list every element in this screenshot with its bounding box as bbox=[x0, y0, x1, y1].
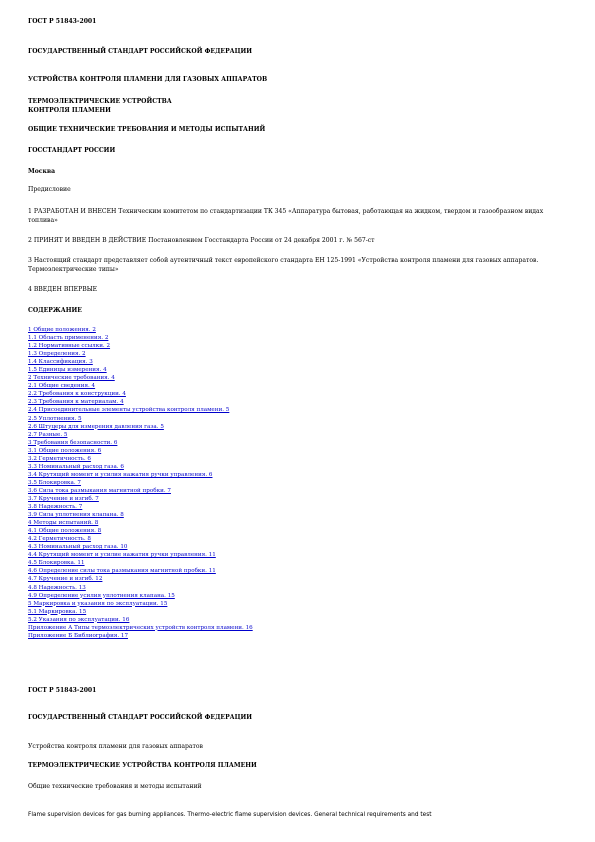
toc-link[interactable]: 3.4 Крутящий момент и усилия нажатия ручки управления. 6 bbox=[28, 471, 213, 478]
toc-item bbox=[28, 567, 253, 575]
state-standard-heading: ГОСУДАРСТВЕННЫЙ СТАНДАРТ РОССИЙСКОЙ ФЕДЕРАЦИИ bbox=[28, 48, 253, 55]
toc-link[interactable]: 4.1 Общие положения. 8 bbox=[28, 528, 102, 535]
toc-item bbox=[28, 382, 253, 390]
toc-item bbox=[28, 575, 253, 583]
foreword-paragraph-2: 2 ПРИНЯТ И ВВЕДЕН В ДЕЙСТВИЕ Постановлением Госстандарта России от 24 декабря 2001 г. № 567-ст bbox=[28, 237, 375, 244]
toc-item bbox=[28, 334, 253, 342]
table-of-contents bbox=[28, 326, 253, 640]
foreword-paragraph-3: 3 Настоящий стандарт представляет собой аутентичный текст европейского стандарта ЕН 125-1991 «Устройства контроля пламени для газовых аппаратов. Термоэлектрические типы» bbox=[28, 257, 539, 273]
toc-link[interactable]: 2.3 Требования к материалам. 4 bbox=[28, 399, 124, 406]
title-english: Flame supervision devices for gas burning appliances. Thermo-electric flame supervision devices. General technical requirements and test bbox=[28, 812, 432, 818]
toc-link[interactable]: 4.4 Крутящий момент и усилие нажатия ручки управления. 11 bbox=[28, 552, 216, 559]
toc-link[interactable]: 1.2 Нормативные ссылки. 2 bbox=[28, 343, 111, 350]
toc-link[interactable]: 1.5 Единицы измерения. 4 bbox=[28, 367, 107, 374]
toc-item bbox=[28, 406, 253, 414]
title-main-repeat: Устройства контроля пламени для газовых аппаратов bbox=[28, 743, 203, 750]
toc-link[interactable]: 4.7 Кручение и изгиб. 12 bbox=[28, 576, 103, 583]
toc-link[interactable]: 2.6 Штуцеры для измерения давления газа. 5 bbox=[28, 423, 164, 430]
toc-item bbox=[28, 479, 253, 487]
toc-link[interactable]: 5.2 Указания по эксплуатации. 16 bbox=[28, 616, 130, 623]
toc-item bbox=[28, 543, 253, 551]
toc-link[interactable]: 2 Технические требования. 4 bbox=[28, 375, 115, 382]
contents-heading: СОДЕРЖАНИЕ bbox=[28, 307, 82, 314]
toc-link[interactable]: 2.1 Общие сведения. 4 bbox=[28, 383, 96, 390]
toc-item bbox=[28, 503, 253, 511]
toc-item bbox=[28, 592, 253, 600]
toc-link[interactable]: 3.9 Сила уплотнения клапана. 8 bbox=[28, 512, 124, 519]
toc-item bbox=[28, 463, 253, 471]
toc-link[interactable]: 1.1 Область применения. 2 bbox=[28, 335, 109, 342]
title-sub-line-1: ТЕРМОЭЛЕКТРИЧЕСКИЕ УСТРОЙСТВА bbox=[28, 98, 172, 105]
toc-link[interactable]: 1 Общие положения. 2 bbox=[28, 327, 96, 333]
toc-link[interactable]: 3.8 Надежность. 7 bbox=[28, 504, 83, 511]
title-requirements-repeat: Общие технические требования и методы испытаний bbox=[28, 783, 202, 790]
toc-link[interactable]: 4.5 Блокировка. 11 bbox=[28, 560, 85, 567]
title-main: УСТРОЙСТВА КОНТРОЛЯ ПЛАМЕНИ ДЛЯ ГАЗОВЫХ АППАРАТОВ bbox=[28, 76, 268, 83]
title-requirements: ОБЩИЕ ТЕХНИЧЕСКИЕ ТРЕБОВАНИЯ И МЕТОДЫ ИСПЫТАНИЙ bbox=[28, 126, 266, 133]
toc-item bbox=[28, 495, 253, 503]
foreword-paragraph-1: 1 РАЗРАБОТАН И ВНЕСЕН Техническим комитетом по стандартизации ТК 345 «Аппаратура бытовая, работающая на жидком, твердом и газообразном видах топлива» bbox=[28, 208, 544, 224]
standard-code-repeat: ГОСТ Р 51843-2001 bbox=[28, 687, 97, 694]
toc-item bbox=[28, 415, 253, 423]
toc-item bbox=[28, 632, 253, 640]
toc-link[interactable]: 5 Маркировка и указания по эксплуатации. 15 bbox=[28, 600, 168, 607]
toc-item bbox=[28, 358, 253, 366]
foreword-paragraph-4: 4 ВВЕДЕН ВПЕРВЫЕ bbox=[28, 286, 98, 293]
toc-link[interactable]: 2.5 Уплотнения. 5 bbox=[28, 415, 82, 422]
toc-item bbox=[28, 487, 253, 495]
toc-link[interactable]: 3.7 Кручение и изгиб. 7 bbox=[28, 495, 99, 502]
toc-link[interactable]: 1.3 Определения. 2 bbox=[28, 351, 86, 358]
toc-item bbox=[28, 398, 253, 406]
standard-code: ГОСТ Р 51843-2001 bbox=[28, 18, 97, 25]
state-standard-heading-repeat: ГОСУДАРСТВЕННЫЙ СТАНДАРТ РОССИЙСКОЙ ФЕДЕРАЦИИ bbox=[28, 714, 253, 721]
toc-item bbox=[28, 471, 253, 479]
toc-link[interactable]: Приложение Б Библиография. 17 bbox=[28, 632, 129, 639]
toc-link[interactable]: 4 Методы испытаний. 8 bbox=[28, 520, 99, 527]
title-sub-repeat: ТЕРМОЭЛЕКТРИЧЕСКИЕ УСТРОЙСТВА КОНТРОЛЯ ПЛАМЕНИ bbox=[28, 762, 257, 769]
toc-item bbox=[28, 423, 253, 431]
toc-item bbox=[28, 342, 253, 350]
title-sub-line-2: КОНТРОЛЯ ПЛАМЕНИ bbox=[28, 107, 111, 114]
toc-link[interactable]: 4.8 Надежность. 13 bbox=[28, 584, 86, 591]
toc-link[interactable]: 4.9 Определение усилия уплотнения клапана. 15 bbox=[28, 592, 175, 599]
toc-item bbox=[28, 439, 253, 447]
toc-item bbox=[28, 608, 253, 616]
toc-link[interactable]: 3 Требования безопасности. 6 bbox=[28, 439, 118, 446]
toc-link[interactable]: 4.3 Номинальный расход газа. 10 bbox=[28, 544, 128, 551]
toc-link[interactable]: 2.7 Разные. 5 bbox=[28, 431, 68, 438]
toc-item bbox=[28, 455, 253, 463]
toc-item bbox=[28, 535, 253, 543]
toc-link[interactable]: 5.1 Маркировка. 15 bbox=[28, 608, 87, 615]
toc-link[interactable]: 4.2 Герметичность. 8 bbox=[28, 536, 91, 543]
toc-item bbox=[28, 326, 253, 334]
toc-link[interactable]: 4.6 Определение силы тока размыкания магнитной пробки. 11 bbox=[28, 568, 216, 575]
city: Москва bbox=[28, 168, 56, 175]
toc-item bbox=[28, 551, 253, 559]
toc-link[interactable]: Приложение А Типы термоэлектрических устройств контроля пламени. 16 bbox=[28, 624, 253, 631]
toc-link[interactable]: 3.3 Номинальный расход газа. 6 bbox=[28, 463, 124, 470]
toc-item bbox=[28, 519, 253, 527]
toc-item bbox=[28, 559, 253, 567]
toc-item bbox=[28, 350, 253, 358]
toc-link[interactable]: 2.2 Требования к конструкции. 4 bbox=[28, 391, 126, 398]
publisher: ГОССТАНДАРТ РОССИИ bbox=[28, 147, 116, 154]
toc-item bbox=[28, 431, 253, 439]
toc-item bbox=[28, 447, 253, 455]
toc-item bbox=[28, 600, 253, 608]
toc-link[interactable]: 3.1 Общие положения. 6 bbox=[28, 447, 102, 454]
toc-link[interactable]: 2.4 Присоединительные элементы устройства контроля пламени. 5 bbox=[28, 407, 230, 414]
toc-item bbox=[28, 584, 253, 592]
foreword-heading: Предисловие bbox=[28, 186, 71, 193]
toc-item bbox=[28, 366, 253, 374]
toc-item bbox=[28, 511, 253, 519]
toc-link[interactable]: 3.2 Герметичность. 6 bbox=[28, 455, 91, 462]
toc-link[interactable]: 1.4 Классификация. 3 bbox=[28, 359, 93, 366]
toc-link[interactable]: 3.5 Блокировка. 7 bbox=[28, 479, 81, 486]
toc-link[interactable]: 3.6 Сила тока размыкания магнитной пробки. 7 bbox=[28, 487, 171, 494]
toc-item bbox=[28, 527, 253, 535]
toc-item bbox=[28, 374, 253, 382]
toc-item bbox=[28, 616, 253, 624]
toc-item bbox=[28, 390, 253, 398]
toc-item bbox=[28, 624, 253, 632]
